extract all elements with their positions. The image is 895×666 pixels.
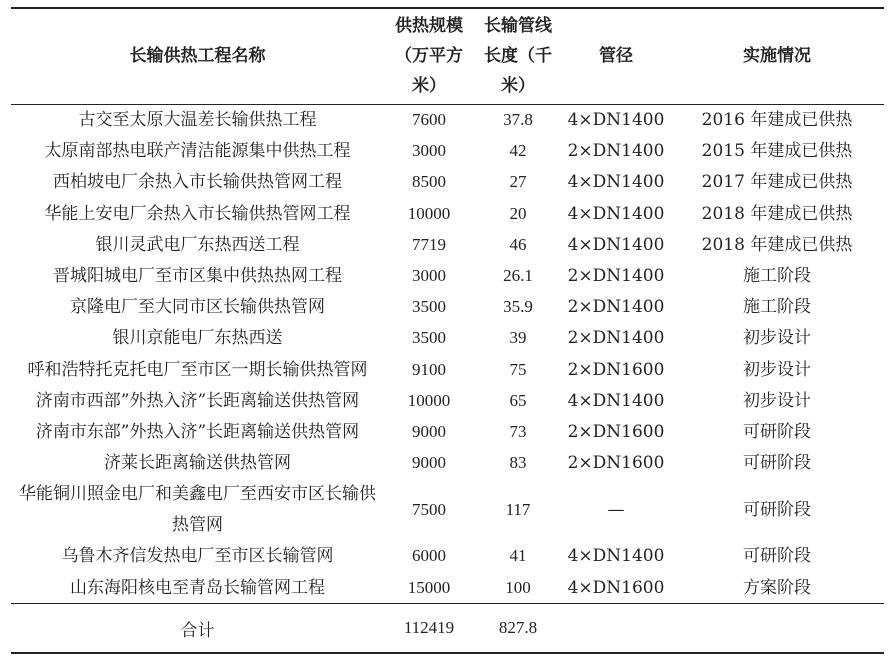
heating-projects-table-container: [11, 7, 884, 654]
cell-scale: 10000: [407, 203, 451, 223]
cell-length: 20: [509, 203, 527, 223]
table-row: [11, 448, 884, 479]
cell-name: 济南市西部”外热入济”长距离输送供热管网: [35, 390, 360, 411]
cell-name: 山东海阳核电至青岛长输管网工程: [70, 577, 325, 598]
cell-length: 83: [509, 453, 527, 473]
cell-name: 西柏坡电厂余热入市长输供热管网工程: [53, 172, 342, 193]
table-row: [11, 136, 884, 167]
cell-name: 银川灵武电厂东热西送工程: [95, 234, 300, 255]
cell-diameter: 2×DN1400: [567, 141, 665, 162]
cell-status: 2018 年建成已供热: [701, 234, 853, 255]
cell-name: 京隆电厂至大同市区长输供热管网: [70, 297, 325, 318]
table-row: [11, 292, 884, 323]
cell-scale: 9000: [412, 421, 446, 441]
cell-diameter: 4×DN1400: [567, 110, 665, 131]
cell-name: 太原南部热电联产清洁能源集中供热工程: [44, 141, 351, 162]
header-length: 长输管线长度（千米）: [474, 8, 562, 104]
table-row: [11, 416, 884, 447]
table-row: [11, 572, 884, 604]
table-row: [11, 541, 884, 572]
cell-name: 银川京能电厂东热西送: [112, 328, 283, 349]
table-row: [11, 385, 884, 416]
cell-scale: 3500: [412, 297, 446, 317]
cell-scale: 6000: [412, 546, 446, 566]
cell-length: 27: [509, 172, 527, 192]
cell-diameter: —: [607, 499, 625, 520]
cell-scale: 10000: [407, 390, 451, 410]
cell-length: 75: [509, 359, 527, 379]
cell-length: 117: [505, 499, 531, 519]
cell-name: 呼和浩特托克托电厂至市区一期长输供热管网: [27, 359, 368, 380]
cell-length: 73: [509, 421, 527, 441]
cell-scale: 8500: [412, 172, 446, 192]
total-label: 合计: [11, 604, 384, 654]
cell-status: 初步设计: [743, 390, 811, 411]
cell-status: 施工阶段: [743, 297, 811, 318]
cell-status: 初步设计: [743, 328, 811, 349]
header-status: 实施情况: [670, 8, 884, 104]
cell-length: 37.8: [503, 110, 533, 130]
cell-diameter: 2×DN1600: [567, 453, 665, 474]
cell-scale: 3500: [412, 328, 446, 348]
cell-diameter: 4×DN1400: [567, 234, 665, 255]
table-row: [11, 260, 884, 291]
cell-status: 2015 年建成已供热: [701, 141, 853, 162]
table-body: [11, 104, 884, 604]
cell-name: 乌鲁木齐信发热电厂至市区长输管网: [61, 546, 334, 567]
header-diameter: 管径: [562, 8, 670, 104]
cell-status: 2017 年建成已供热: [701, 172, 853, 193]
cell-name: 华能上安电厂余热入市长输供热管网工程: [44, 203, 351, 224]
total-status-empty: [670, 604, 884, 654]
cell-length: 39: [509, 328, 527, 348]
cell-length: 42: [509, 141, 527, 161]
cell-status: 2018 年建成已供热: [701, 203, 853, 224]
heating-projects-table: [11, 7, 884, 654]
cell-diameter: 2×DN1600: [567, 359, 665, 380]
cell-scale: 9100: [412, 359, 446, 379]
cell-status: 可研阶段: [743, 421, 811, 442]
cell-diameter: 4×DN1400: [567, 546, 665, 567]
header-name: 长输供热工程名称: [11, 8, 384, 104]
cell-scale: 3000: [412, 141, 446, 161]
cell-scale: 3000: [412, 266, 446, 286]
cell-name: 古交至太原大温差长输供热工程: [78, 110, 317, 131]
cell-length: 26.1: [503, 266, 533, 286]
cell-scale: 7719: [412, 234, 446, 254]
cell-diameter: 2×DN1400: [567, 328, 665, 349]
cell-diameter: 2×DN1600: [567, 421, 665, 442]
cell-status: 施工阶段: [743, 266, 811, 287]
cell-diameter: 4×DN1400: [567, 172, 665, 193]
cell-name: 济莱长距离输送供热管网: [104, 453, 291, 474]
total-scale: 112419: [384, 604, 474, 654]
cell-diameter: 2×DN1400: [567, 297, 665, 318]
cell-length: 35.9: [503, 297, 533, 317]
cell-diameter: 4×DN1600: [567, 577, 665, 598]
table-row: [11, 354, 884, 385]
cell-length: 100: [505, 577, 531, 597]
cell-length: 65: [509, 390, 527, 410]
cell-status: 初步设计: [743, 359, 811, 380]
cell-diameter: 4×DN1400: [567, 203, 665, 224]
cell-scale: 9000: [412, 453, 446, 473]
cell-status: 可研阶段: [743, 546, 811, 567]
cell-length: 41: [509, 546, 527, 566]
cell-name: 华能铜川照金电厂和美鑫电厂至西安市区长输供热管网: [19, 483, 376, 535]
cell-diameter: 4×DN1400: [567, 390, 665, 411]
total-length: 827.8: [474, 604, 562, 654]
table-row: [11, 323, 884, 354]
cell-status: 可研阶段: [743, 453, 811, 474]
table-row: [11, 167, 884, 198]
total-row: [11, 604, 884, 654]
cell-status: 2016 年建成已供热: [701, 110, 853, 131]
cell-name: 晋城阳城电厂至市区集中供热热网工程: [53, 266, 342, 287]
table-header-row: [11, 8, 884, 104]
cell-diameter: 2×DN1400: [567, 266, 665, 287]
cell-scale: 15000: [407, 577, 451, 597]
cell-length: 46: [509, 234, 527, 254]
cell-name: 济南市东部”外热入济”长距离输送供热管网: [35, 421, 360, 442]
table-row: [11, 229, 884, 260]
table-row: [11, 104, 884, 136]
cell-scale: 7500: [412, 499, 446, 519]
cell-status: 可研阶段: [743, 499, 811, 520]
total-diameter-empty: [562, 604, 670, 654]
cell-status: 方案阶段: [743, 577, 811, 598]
header-scale: 供热规模（万平方米）: [384, 8, 474, 104]
table-row: [11, 198, 884, 229]
cell-scale: 7600: [412, 110, 446, 130]
table-row: [11, 479, 884, 541]
